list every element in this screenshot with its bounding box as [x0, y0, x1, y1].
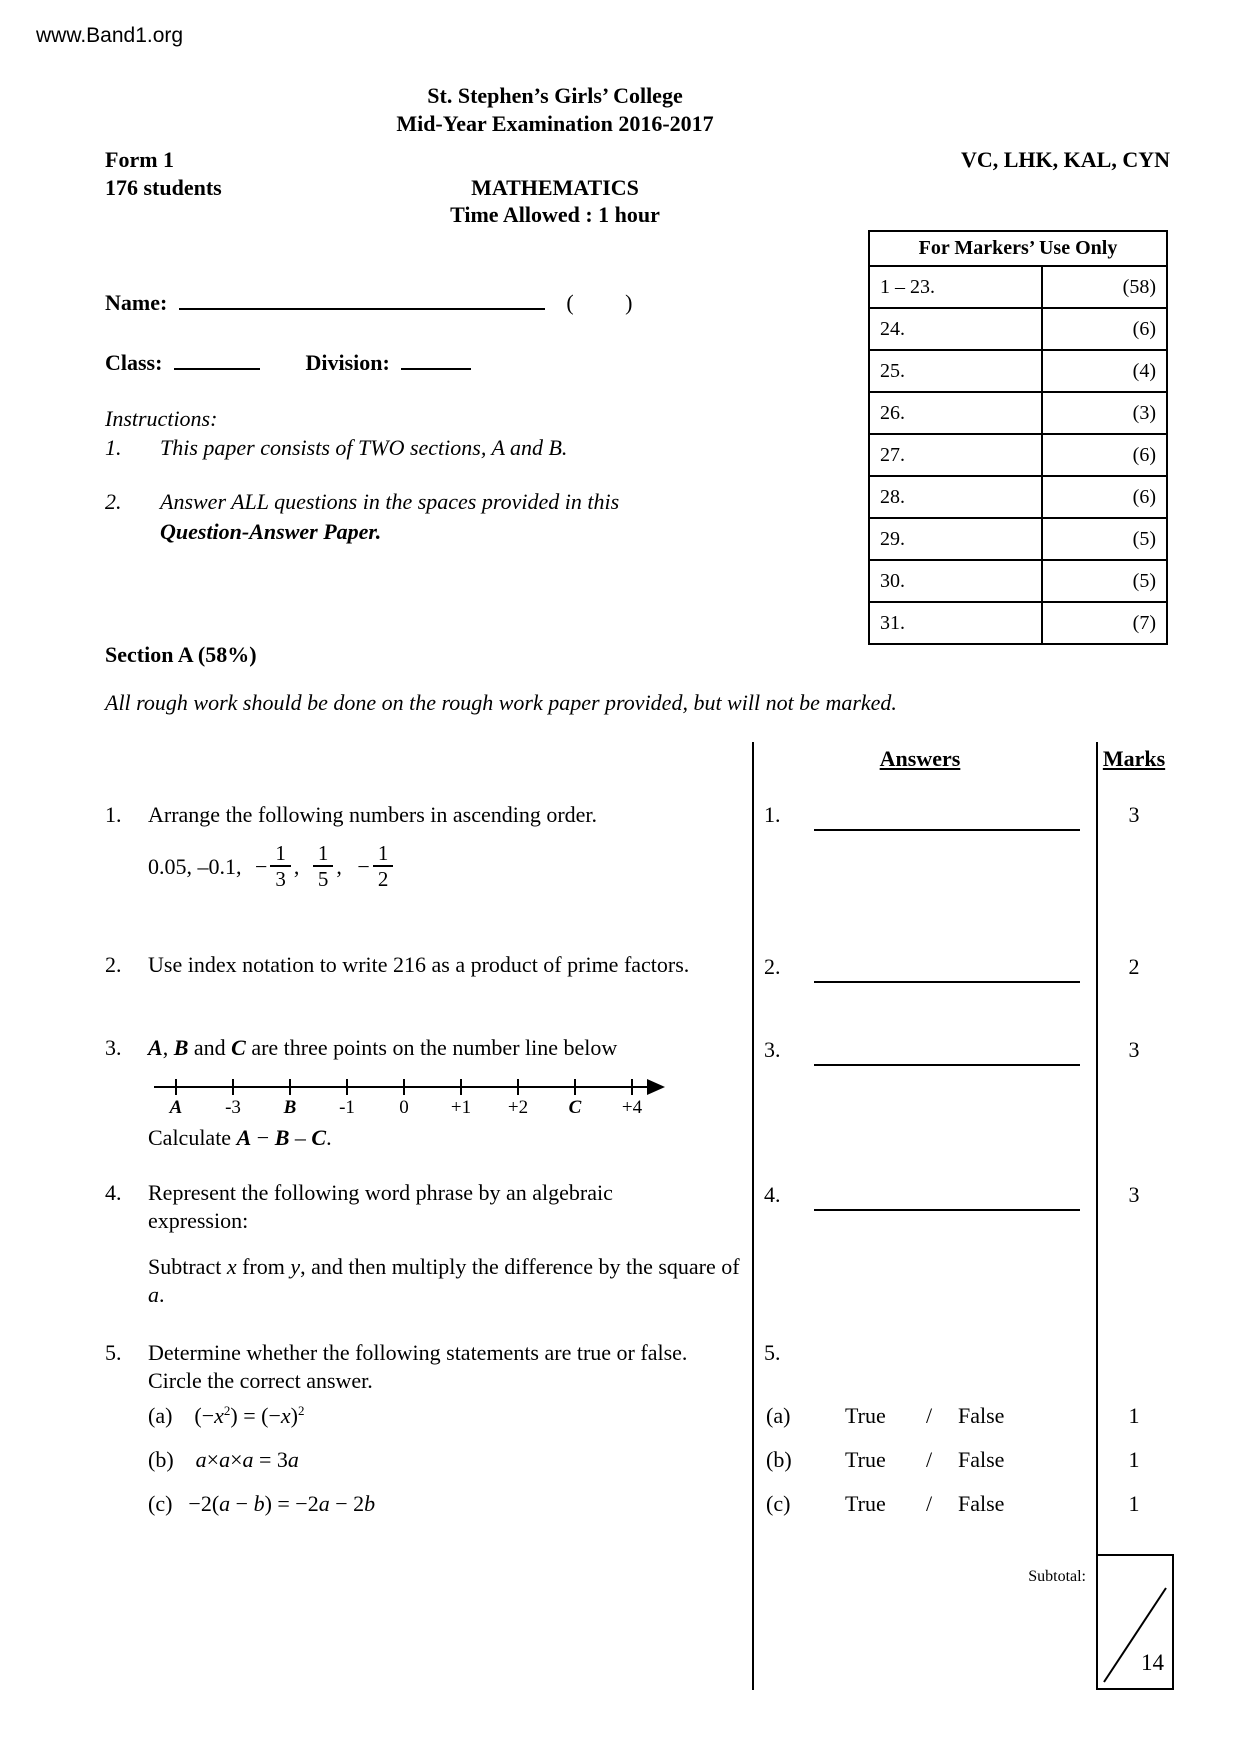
markers-row [869, 518, 1167, 560]
q5-number: 5. [105, 1340, 122, 1365]
markers-row [869, 350, 1167, 392]
markers-row [869, 602, 1167, 644]
number-line-tick [517, 1079, 519, 1095]
number-line-label-B: B [283, 1097, 297, 1118]
q3-number: 3. [105, 1035, 122, 1060]
class-no-paren-open: ( [566, 290, 574, 315]
q5-b-a3: a [242, 1447, 254, 1472]
markers-row-label: 24. [869, 308, 1042, 350]
number-line-label: +4 [621, 1097, 643, 1118]
school-name: St. Stephen’s Girls’ College [427, 83, 683, 108]
q3-text [148, 1034, 617, 1062]
q1-minus-1: − [255, 854, 268, 880]
q1-fraction-1-2 [373, 842, 394, 890]
q5-c-p1: −2( [188, 1491, 220, 1516]
q5-statement-b [148, 1446, 299, 1474]
division-label: Division: [305, 350, 390, 375]
answer-5b-label: (b) [766, 1447, 792, 1472]
markers-row-marks: (6) [1042, 476, 1167, 518]
answers-divider-line [752, 742, 754, 1690]
subject-title: MATHEMATICS [471, 175, 639, 200]
number-line-tick [346, 1079, 348, 1095]
answer-1-blank-line [814, 829, 1080, 831]
number-line-label: -3 [225, 1097, 241, 1118]
markers-row [869, 476, 1167, 518]
q4-phrase-1: Subtract [148, 1254, 227, 1279]
answer-4-blank-line [814, 1209, 1080, 1211]
q5-b-times1: × [206, 1447, 220, 1472]
q3-calc-prefix: Calculate [148, 1125, 237, 1150]
number-line-label: +2 [507, 1097, 529, 1118]
markers-row-label: 25. [869, 350, 1042, 392]
q5-a-sup1: 2 [223, 1403, 231, 1418]
answer-5-number: 5. [764, 1340, 781, 1365]
form-label: Form 1 [105, 147, 175, 172]
q3-calc-a: A [236, 1125, 252, 1150]
q5-a-p2: ) = (− [230, 1403, 281, 1428]
q5b-marks: 1 [1128, 1447, 1140, 1472]
markers-row [869, 308, 1167, 350]
q3-point-b: B [173, 1035, 189, 1060]
name-field-row [105, 288, 632, 317]
subtotal-box [1096, 1554, 1174, 1690]
watermark: www.Band1.org [36, 24, 184, 47]
q3-point-c: C [231, 1035, 246, 1060]
q5-c-minus: − [230, 1491, 254, 1516]
answer-5a-false: False [958, 1403, 1005, 1428]
markers-row-marks: (7) [1042, 602, 1167, 644]
number-line [148, 1072, 728, 1122]
markers-row-label: 1 – 23. [869, 266, 1042, 308]
number-line-tick [232, 1079, 234, 1095]
markers-row-marks: (5) [1042, 560, 1167, 602]
number-line-arrow [647, 1079, 665, 1095]
subtotal-total: 14 [1141, 1650, 1164, 1675]
q3-text-sep1: , [162, 1035, 174, 1060]
q5-c-minus2: − 2 [329, 1491, 365, 1516]
answer-2-blank-line [814, 981, 1080, 983]
markers-row-marks: (4) [1042, 350, 1167, 392]
number-line-label: -1 [339, 1097, 355, 1118]
q5-b-a1: a [195, 1447, 207, 1472]
number-line-tick [460, 1079, 462, 1095]
answer-5c-slash: / [926, 1491, 933, 1516]
q1-marks: 3 [1128, 802, 1140, 827]
q3-calc-b: B [274, 1125, 290, 1150]
q5-a-sup2: 2 [297, 1403, 305, 1418]
division-blank-line [401, 348, 471, 370]
q4-var-a: a [148, 1282, 159, 1308]
q1-text: Arrange the following numbers in ascending order. [148, 802, 598, 827]
name-label: Name: [105, 290, 168, 315]
name-blank-line [179, 288, 545, 310]
answer-5c-true: True [845, 1491, 886, 1516]
instruction-1-text: This paper consists of TWO sections, A and B. [160, 435, 568, 460]
q4-phrase-2: from [236, 1254, 291, 1279]
q5-c-b: b [253, 1491, 265, 1516]
answer-2-number: 2. [764, 954, 781, 979]
number-line-tick [631, 1079, 633, 1095]
markers-row [869, 392, 1167, 434]
q1-frac1-numerator: 1 [270, 842, 291, 867]
answer-5b-slash: / [926, 1447, 933, 1472]
q1-fraction-1-5 [313, 842, 334, 890]
q5-a-x1: x [214, 1403, 224, 1428]
number-line-tick [289, 1079, 291, 1095]
q5a-marks: 1 [1128, 1403, 1140, 1428]
number-line-label-C: C [568, 1097, 582, 1118]
q3-point-a: A [148, 1035, 163, 1060]
q1-frac2-denominator: 5 [317, 867, 329, 892]
q4-phrase-4: . [159, 1282, 165, 1308]
q3-text-sep2: and [188, 1035, 232, 1060]
answer-5b-true: True [845, 1447, 886, 1472]
instruction-2-bold-text: Question-Answer Paper. [160, 519, 382, 544]
q4-var-x: x [226, 1254, 237, 1279]
q1-frac3-denominator: 2 [377, 867, 389, 892]
q3-calculate-line [148, 1124, 332, 1152]
q3-calc-minus2: – [289, 1125, 312, 1150]
section-a-title: Section A (58%) [105, 642, 257, 667]
q5-a-p1: (− [194, 1403, 215, 1428]
q5c-marks: 1 [1128, 1491, 1140, 1516]
number-line-label: +1 [450, 1097, 472, 1118]
q5-statement-c [148, 1490, 375, 1518]
q2-number: 2. [105, 952, 122, 977]
q1-frac1-denominator: 3 [275, 867, 286, 892]
q3-marks: 3 [1128, 1037, 1140, 1062]
q5-c-label: (c) [148, 1491, 173, 1516]
markers-row [869, 434, 1167, 476]
q1-frac2-numerator: 1 [313, 842, 334, 867]
instruction-2-number: 2. [105, 489, 122, 514]
q2-text: Use index notation to write 216 as a product of prime factors. [148, 952, 690, 977]
class-codes: VC, LHK, KAL, CYN [960, 147, 1170, 172]
answer-5c-label: (c) [766, 1491, 791, 1516]
q5-c-p2: ) = −2 [264, 1491, 319, 1516]
q5-text: Determine whether the following statements are true or false. Circle the correct answer. [148, 1340, 688, 1394]
students-count: 176 students [105, 175, 222, 200]
instructions-heading: Instructions: [105, 406, 218, 431]
class-field-row [105, 348, 471, 377]
q4-text: Represent the following word phrase by an algebraic expression: [148, 1180, 613, 1234]
answer-5b-false: False [958, 1447, 1005, 1472]
markers-row [869, 266, 1167, 308]
markers-row-label: 31. [869, 602, 1042, 644]
instruction-1-number: 1. [105, 435, 122, 460]
answer-5c-false: False [958, 1491, 1005, 1516]
markers-row-label: 29. [869, 518, 1042, 560]
q5-a-label: (a) [148, 1403, 173, 1428]
exam-title: Mid-Year Examination 2016-2017 [396, 111, 714, 136]
answer-3-number: 3. [764, 1037, 781, 1062]
q1-minus-2: − [357, 854, 370, 880]
class-blank-line [174, 348, 260, 370]
q5-a-x2: x [280, 1403, 291, 1428]
q2-marks: 2 [1128, 954, 1140, 979]
instruction-2-text: Answer ALL questions in the spaces provided in this [160, 489, 620, 514]
markers-row-marks: (3) [1042, 392, 1167, 434]
class-no-paren-close: ) [625, 290, 633, 315]
markers-row-marks: (5) [1042, 518, 1167, 560]
q5-b-label: (b) [148, 1447, 174, 1472]
markers-row-label: 26. [869, 392, 1042, 434]
answer-5a-label: (a) [766, 1403, 791, 1428]
q4-phrase-3: , and then multiply the difference by the square of [300, 1254, 740, 1279]
answer-4-number: 4. [764, 1182, 781, 1207]
markers-row-label: 28. [869, 476, 1042, 518]
class-label: Class: [105, 350, 163, 375]
q1-number: 1. [105, 802, 122, 827]
number-line-tick [574, 1079, 576, 1095]
answer-5a-true: True [845, 1403, 886, 1428]
q5-c-b2: b [364, 1491, 376, 1516]
q5-c-a2: a [318, 1491, 330, 1516]
q5-c-a: a [219, 1491, 231, 1516]
markers-row-marks: (6) [1042, 308, 1167, 350]
number-line-tick [175, 1079, 177, 1095]
markers-row-label: 30. [869, 560, 1042, 602]
q1-comma-2: , [336, 854, 342, 880]
markers-table [868, 230, 1168, 645]
markers-row-label: 27. [869, 434, 1042, 476]
q1-number-list [148, 842, 396, 896]
q4-number: 4. [105, 1180, 122, 1205]
markers-row-marks: (6) [1042, 434, 1167, 476]
q1-list-prefix: 0.05, –0.1, [148, 854, 242, 880]
q1-frac3-numerator: 1 [373, 842, 394, 867]
q3-calc-c: C [311, 1125, 327, 1150]
answer-1-number: 1. [764, 802, 781, 827]
q5-statement-a [148, 1402, 304, 1430]
q5-b-a4: a [287, 1447, 299, 1472]
number-line-tick [403, 1079, 405, 1095]
q1-comma-1: , [293, 854, 300, 880]
answer-5a-slash: / [926, 1403, 933, 1428]
marks-header: Marks [1102, 746, 1166, 771]
q4-phrase [148, 1253, 748, 1309]
rough-work-note: All rough work should be done on the rough work paper provided, but will not be marked. [105, 690, 897, 715]
markers-title: For Markers’ Use Only [869, 231, 1167, 266]
markers-row [869, 560, 1167, 602]
q5-a-p3: ) [290, 1403, 298, 1428]
q3-calc-minus1: − [251, 1125, 275, 1150]
q5-b-times2: × [230, 1447, 243, 1472]
q3-text-rest: are three points on the number line below [245, 1035, 618, 1060]
subtotal-label: Subtotal: [1028, 1568, 1086, 1585]
q1-fraction-1-3 [270, 842, 291, 890]
time-allowed: Time Allowed : 1 hour [450, 202, 660, 227]
q5-b-eq: = 3 [253, 1447, 288, 1472]
markers-title-row [869, 231, 1167, 266]
marks-divider-line [1096, 742, 1098, 1690]
number-line-label-A: A [169, 1097, 183, 1118]
number-line-label: 0 [399, 1097, 409, 1118]
q5-b-a2: a [219, 1447, 231, 1472]
answers-header: Answers [879, 746, 961, 771]
q4-marks: 3 [1128, 1182, 1140, 1207]
markers-row-marks: (58) [1042, 266, 1167, 308]
answer-3-blank-line [814, 1064, 1080, 1066]
q4-var-y: y [290, 1254, 301, 1279]
q3-calc-period: . [326, 1125, 332, 1150]
